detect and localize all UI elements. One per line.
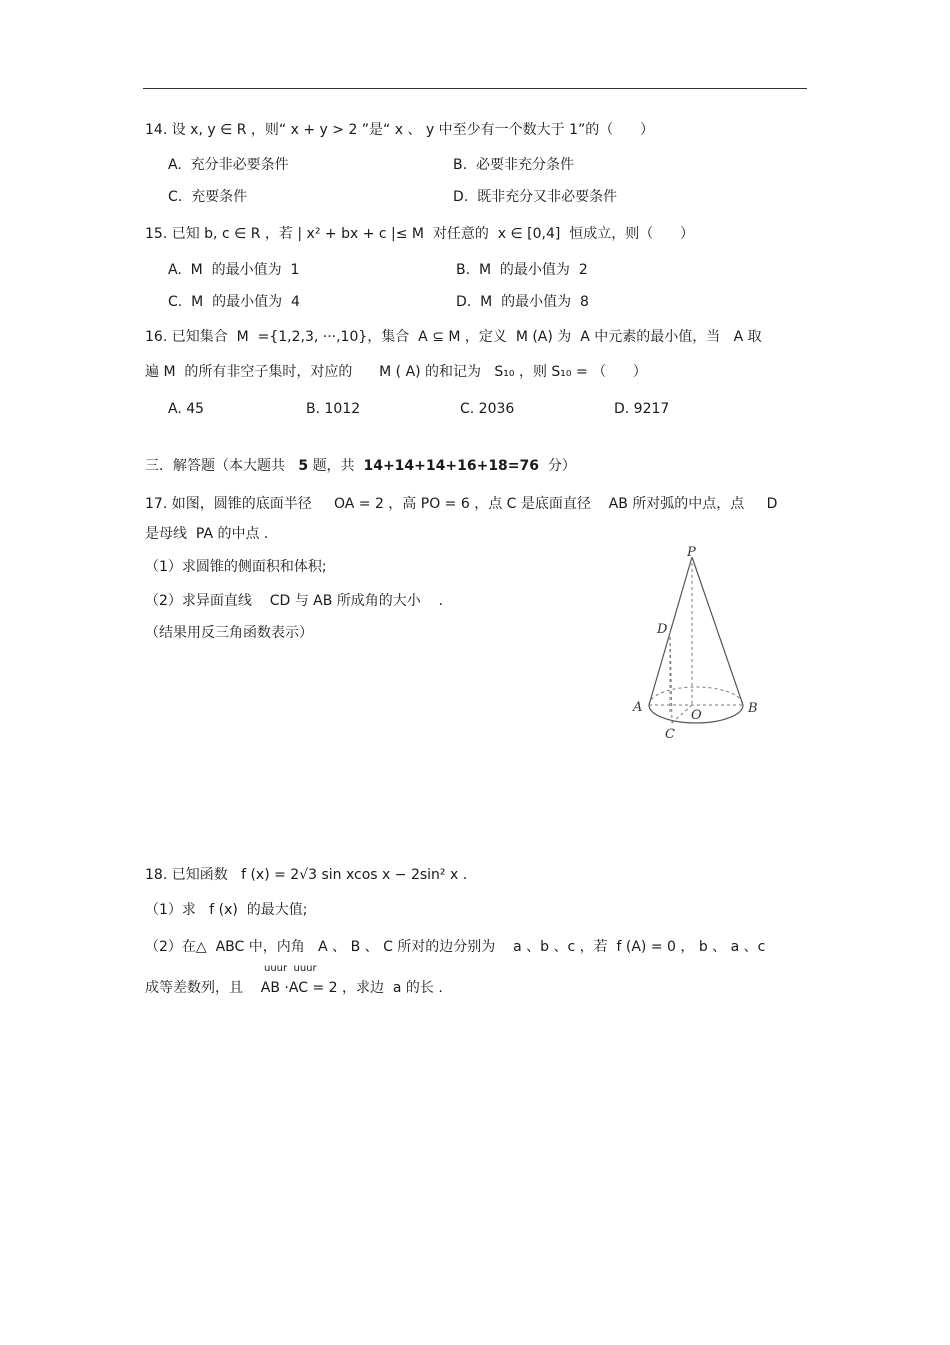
label-p: P [687, 545, 696, 560]
section3-heading [145, 457, 576, 475]
q15-option-a: A. M 的最小值为 1 [168, 262, 300, 278]
q17-note: （结果用反三角函数表示） [145, 625, 313, 641]
section3-suffix: 分） [547, 458, 576, 474]
segment-oc [672, 705, 692, 723]
q15-option-c: C. M 的最小值为 4 [168, 294, 300, 310]
section3-mid: 题，共 [312, 458, 355, 474]
q18-vector-arrows: uuur uuur [264, 963, 317, 974]
q16-option-a: A. 45 [168, 401, 205, 417]
section3-points: 14+14+14+16+18=76 [363, 458, 540, 474]
q16-line1: 16. 已知集合 M ={1,2,3, ···,10}，集合 A ⊆ M ，定义 M (A) 为 A 中元素的最小值，当 A 取 [145, 329, 762, 345]
label-a: A [633, 700, 643, 715]
cone-figure [625, 545, 775, 745]
q18-part2-line1: （2）在△ ABC 中，内角 A 、 B 、 C 所对的边分别为 a 、b 、c ，若 f (A) = 0 ， b 、 a 、c [145, 939, 766, 955]
q18-part2-line2: 成等差数列，且 AB ·AC = 2 ，求边 a 的长 . [145, 980, 443, 996]
q16-line2: 遍 M 的所有非空子集时，对应的 M ( A) 的和记为 S₁₀ ，则 S₁₀ = （ ） [145, 364, 647, 380]
label-d: D [657, 622, 668, 637]
header-rule [143, 88, 807, 89]
label-c: C [665, 727, 675, 742]
section3-count: 5 [298, 458, 309, 474]
q14-option-d: D. 既非充分又非必要条件 [453, 189, 618, 205]
q16-option-b: B. 1012 [306, 401, 361, 417]
base-back-arc [649, 687, 743, 705]
q16-option-d: D. 9217 [614, 401, 670, 417]
q17-part2: （2）求异面直线 CD 与 AB 所成角的大小 . [145, 593, 444, 609]
q17-line2: 是母线 PA 的中点 . [145, 526, 269, 542]
q16-option-c: C. 2036 [460, 401, 515, 417]
q14-option-c: C. 充要条件 [168, 189, 248, 205]
q14-option-b: B. 必要非充分条件 [453, 157, 574, 173]
q17-part1: （1）求圆锥的侧面积和体积; [145, 559, 327, 575]
q15-stem: 15. 已知 b, c ∈ R ，若 | x² + bx + c |≤ M 对任意的 x ∈ [0,4] 恒成立，则（ ） [145, 226, 694, 242]
q14-stem: 14. 设 x, y ∈ R ，则“ x + y > 2 ”是“ x 、 y 中至少有一个数大于 1”的（ ） [145, 122, 654, 138]
generatrix-pb [692, 557, 743, 705]
label-b: B [748, 701, 758, 716]
q14-option-a: A. 充分非必要条件 [168, 157, 289, 173]
section3-prefix: 三．解答题（本大题共 [145, 458, 285, 474]
q15-option-b: B. M 的最小值为 2 [456, 262, 588, 278]
q18-stem: 18. 已知函数 f (x) = 2√3 sin xcos x − 2sin² x . [145, 867, 468, 883]
q17-line1: 17. 如图，圆锥的底面半径 OA = 2 ，高 PO = 6 ，点 C 是底面直径 AB 所对弧的中点，点 D [145, 496, 778, 512]
q18-part1: （1）求 f (x) 的最大值; [145, 902, 308, 918]
q15-option-d: D. M 的最小值为 8 [456, 294, 589, 310]
label-o: O [691, 708, 702, 723]
